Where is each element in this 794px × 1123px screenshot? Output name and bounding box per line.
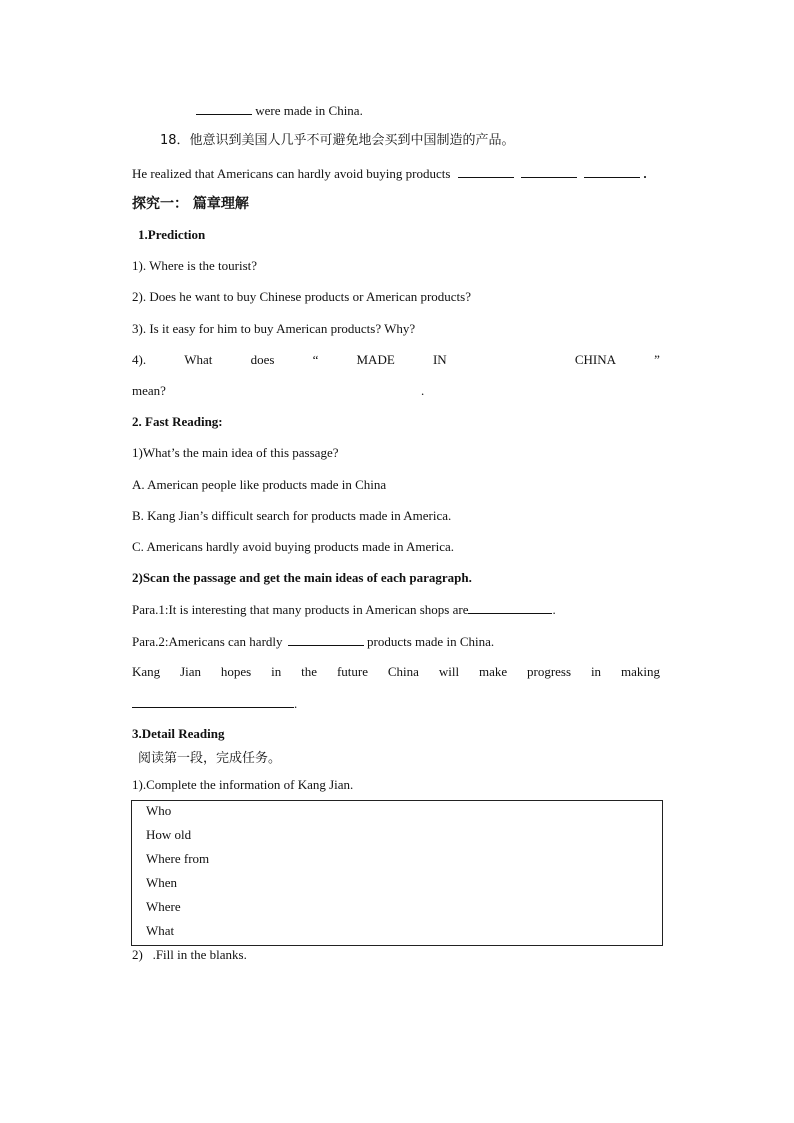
info-row-where: Where xyxy=(146,899,181,914)
scan-para1-blank[interactable] xyxy=(468,601,552,614)
hope-word: Jian xyxy=(180,664,202,679)
q18-english-line xyxy=(132,165,647,182)
prediction-q1: 1). Where is the tourist? xyxy=(132,258,258,273)
section-title: 探究一： 篇章理解 xyxy=(132,196,249,212)
hope-word: make xyxy=(478,664,508,679)
hope-word: making xyxy=(620,664,660,679)
scan-heading: 2)Scan the passage and get the main ideas of each paragraph. xyxy=(132,570,472,585)
prediction-q3: 3). Is it easy for him to buy American products? Why? xyxy=(132,321,416,336)
detail-chinese-instruction: 阅读第一段，完成任务。 xyxy=(138,751,282,766)
q18-chinese: 18．他意识到美国人几乎不可避免地会买到中国制造的产品。 xyxy=(160,133,515,148)
prediction-q4-dot: . xyxy=(421,383,425,398)
q17-text: were made in China. xyxy=(255,103,363,118)
hope-word: the xyxy=(301,664,318,679)
prediction-q4-mean: mean? xyxy=(132,383,166,398)
q4-word: CHINA xyxy=(574,352,616,367)
fast-reading-question: 1)What’s the main idea of this passage? xyxy=(132,445,339,460)
scan-para1-text: Para.1:It is interesting that many products in American shops are xyxy=(132,602,469,617)
hope-word: hopes xyxy=(220,664,252,679)
q4-word: What xyxy=(184,352,213,367)
q4-word: MADE xyxy=(356,352,395,367)
fast-reading-heading: 2. Fast Reading: xyxy=(132,414,223,429)
hope-word: progress xyxy=(527,664,572,679)
scan-para2-text-b: products made in China. xyxy=(367,634,495,649)
fast-reading-option-a[interactable]: A. American people like products made in China xyxy=(132,477,387,492)
info-row-where-from: Where from xyxy=(146,851,210,866)
q17-blank[interactable] xyxy=(196,102,252,115)
info-row-what: What xyxy=(146,923,175,938)
detail-heading: 3.Detail Reading xyxy=(132,726,225,741)
hope-word: in xyxy=(590,664,602,679)
fast-reading-option-c[interactable]: C. Americans hardly avoid buying products made in America. xyxy=(132,539,455,554)
info-row-when: When xyxy=(146,875,178,890)
detail-q2: 2) .Fill in the blanks. xyxy=(132,947,247,962)
q18-blank-1[interactable] xyxy=(458,165,514,178)
hope-word: Kang xyxy=(132,664,161,679)
scan-para2-blank[interactable] xyxy=(288,633,364,646)
fast-reading-option-b[interactable]: B. Kang Jian’s difficult search for products made in America. xyxy=(132,508,452,523)
info-row-who: Who xyxy=(146,803,172,818)
q18-english: He realized that Americans can hardly avoid buying products xyxy=(132,166,451,181)
scan-para1-line xyxy=(132,601,556,618)
q17-line xyxy=(196,102,363,119)
hope-word: China xyxy=(387,664,419,679)
hope-word: in xyxy=(271,664,282,679)
q18-period: . xyxy=(643,166,647,181)
hope-word: will xyxy=(438,664,460,679)
info-row-how-old: How old xyxy=(146,827,192,842)
scan-para2-line xyxy=(132,633,494,650)
prediction-q4-line xyxy=(132,352,660,368)
q18-blank-2[interactable] xyxy=(521,165,577,178)
kang-jian-info-table xyxy=(131,800,663,946)
scan-hope-line2 xyxy=(132,695,297,712)
q4-word: does xyxy=(250,352,275,367)
scan-hope-line xyxy=(132,664,660,680)
q4-word: ” xyxy=(654,352,660,367)
hope-word: future xyxy=(336,664,368,679)
q18-blank-3[interactable] xyxy=(584,165,640,178)
scan-hope-blank[interactable] xyxy=(132,695,294,708)
prediction-q2: 2). Does he want to buy Chinese products or American products? xyxy=(132,289,472,304)
scan-para1-period: . xyxy=(552,602,556,617)
scan-hope-period: . xyxy=(294,696,298,711)
q4-word: “ xyxy=(312,352,319,367)
q4-word: IN xyxy=(432,352,447,367)
q4-word: 4). xyxy=(132,352,147,367)
detail-q1: 1).Complete the information of Kang Jian. xyxy=(132,777,354,792)
prediction-heading: 1.Prediction xyxy=(138,227,206,242)
scan-para2-text-a: Para.2:Americans can hardly xyxy=(132,634,283,649)
